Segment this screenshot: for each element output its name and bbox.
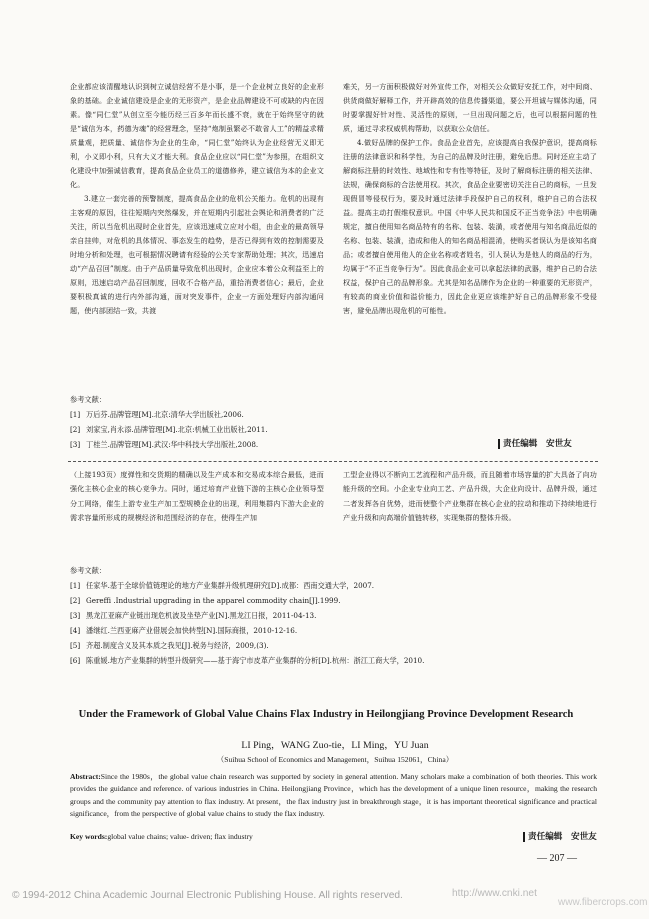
body-paragraph: 3.建立一套完善的预警制度，提高食品企业的危机公关能力。危机的出现有主客观的原因，往往短期内突然爆发，并在短期内引起社会舆论和消费者的广泛关注，所以当危机出现时企业首先，应该迅速成立应对小组，由企业的最高领导亲自挂帅，对危机的具体情况、事态发生的趋势，是否已得到有效的控制需要及时地分析和处理，也可根据情况聘请有经验的公关专家帮助处理；其次，迅速启动“产品召回”制度。由于产品质量导致危机出现时，企业应本着公众利益至上的原则，迅速启动产品召回制度，回收不合格产品，重拾消费者信心；最后，企业要积极真诚的进行内外部沟通，面对突发事件，企业一方面处理好内部沟通问题，使内部团结一致，共渡 [70, 194, 324, 315]
footer-url[interactable]: http://www.cnki.net [452, 888, 537, 899]
english-title: Under the Framework of Global Value Chains Flax Industry in Heilongjiang Province Development Research [78, 709, 574, 720]
footer-copyright: © 1994-2012 China Academic Journal Electronic Publishing House. All rights reserved. [12, 890, 403, 901]
reference-item: [1] 任家华.基于全球价值链理论的地方产业集群升级机理研究[D].成都：西南交通大学，2007. [70, 581, 375, 590]
keywords-text: global value chains; value- driven; flax industry [107, 832, 253, 841]
body-paragraph: 工型企业得以不断向工艺流程和产品升级，而且随着市场容量的扩大具备了向功能升级的空间。小企业专业向工艺、产品升级，大企业向设计、品牌升级，通过二者发挥各自优势，进而使整个产业集群在核心企业的拉动和推动下持续地进行产业升级和向高端价值链转移，实现集群的整体升级。 [343, 470, 597, 522]
reference-item: [2] Gereffi .Industrial upgrading in the apparel commodity chain[J].1999. [70, 596, 341, 605]
english-authors: LI Ping，WANG Zuo-tie，LI Ming，YU Juan [241, 740, 429, 751]
reference-item: [3] 黑龙江亚麻产业链出现危机波及坐垫产业[N].黑龙江日报，2011-04-13. [70, 611, 317, 620]
references-bottom [70, 563, 424, 668]
references-heading: 参考文献： [70, 395, 106, 404]
abstract-text: Since the 1980s，the global value chain research was supported by society in general attention. Many scholars make a combination of both theories. This work provides the guidance and reference. of various industries in China. Heilongjiang Province，which has the development of a unique linen resource，making the research groups and the community pay attention to flax industry. At present，the flax industry just in breakthrough stage，it is has important theoretical significance and practical significance，from the perspective of global value chains to study the flax industry. [70, 772, 597, 819]
body-paragraph: 难关，另一方面积极做好对外宣传工作，对相关公众做好安抚工作，对中间商、供货商做好解释工作，并开辟高效的信息传播渠道，要公开坦诚与媒体沟通，同时要掌握好针对性、灵活性的原则，一旦出现问题之后，也可以根据问题的性质，通过寻求权威机构帮助，以获取公众信任。 [343, 82, 597, 133]
responsible-editor-label: 责任编辑 安世友 [498, 439, 572, 449]
english-affiliation: （Suihua School of Economics and Management，Suihua 152061，China） [216, 755, 454, 764]
references-top [70, 392, 268, 452]
article-column-right [343, 80, 597, 318]
body-paragraph: 4.做好品牌的保护工作。食品企业首先，应该提高自我保护意识，提高商标注册的法律意识和科学性，为自己的品牌及时注册，避免后患。同时还应主动了解商标注册的时效性、地域性和专有性等特征，及时了解商标注册的相关法律、法规，确保商标的合法使用权。其次，食品企业要密切关注自己的商标，一旦发现假冒等侵权行为，要及时通过法律手段保护自己的权利，维护自己的合法权益。提高主动打假维权意识。中国《中华人民共和国反不正当竞争法》中也明确规定，擅自使用知名商品特有的名称、包装、装潢，或者使用与知名商品近似的名称、包装、装潢，造成和他人的知名商品相混淆，使购买者误认为是该知名商品；或者擅自使用他人的企业名称或者姓名，引人误认为是他人的商品的行为，均属于“不正当竞争行为”。因此食品企业可以拿起法律的武器，维护自己的合法权益，保护自己的品牌形象。尤其是知名品牌作为企业的一种重要的无形资产，有较高的商业价值和溢价能力，因此企业更应该维护好自己的品牌形象不受侵害，避免品牌出现危机的可能性。 [343, 138, 597, 315]
section-divider [68, 461, 598, 462]
watermark: www.fibercrops.com [558, 897, 648, 908]
article-column-left [70, 80, 324, 318]
reference-item: [5] 齐超.制度含义及其本质之我见[J].税务与经济，2009,(3). [70, 641, 269, 650]
reference-item: [1] 万后芬.品牌管理[M].北京:清华大学出版社,2006. [70, 410, 244, 419]
reference-item: [3] 丁桂兰.品牌管理[M].武汉:华中科技大学出版社,2008. [70, 440, 259, 449]
references-heading: 参考文献： [70, 566, 106, 575]
english-abstract [70, 771, 597, 821]
continued-column-left [70, 468, 324, 525]
english-keywords [70, 832, 470, 841]
keywords-label: Key words: [70, 832, 108, 841]
body-paragraph: （上接193页）度弹性和交货期的精确以及生产成本和交易成本综合最低，进而强化主核心企业的核心竞争力。同时，通过培育产业链下游的主核心企业领导型分工网络，催生上游专业生产加工型规模企业的出现，利用集群内下游大企业的需求容量所形成的规模经济和范围经济的存在，使得生产加 [70, 470, 324, 522]
continued-column-right [343, 468, 597, 525]
responsible-editor-label: 责任编辑 安世友 [523, 832, 597, 842]
body-paragraph: 企业都应该清醒地认识到树立诚信经营不是小事，是一个企业树立良好的企业形象的基础。企业诚信建设是企业的无形资产，是企业品牌建设不可或缺的内在因素。像“同仁堂”从创立至今能历经三百多年而长盛不衰，就在于始终坚守的就是“诚信为本，药德为魂”的经营理念，坚持“炮制虽繁必不敢省人工”的精益求精质量观，把质量、诚信作为企业的生命，“同仁堂”始终认为企业经营无义即无利，小义即小利，只有大义才能大利。食品企业应以“同仁堂”为参照，在组织文化建设中加强诚信教育，提高食品企业员工的道德修养，建立诚信为本的企业文化。 [70, 82, 324, 189]
abstract-label: Abstract: [70, 772, 101, 781]
reference-item: [4] 潘继红.兰西亚麻产业借展会加快转型[N].国际商报，2010-12-16. [70, 626, 298, 635]
reference-item: [2] 刘家宝,肖永添.品牌管理[M].北京:机械工业出版社,2011. [70, 425, 268, 434]
page-number: — 207 — [537, 853, 577, 864]
reference-item: [6] 陈重媛.地方产业集群的转型升级研究——基于海宁市皮革产业集群的分析[D].杭州：浙江工商大学，2010. [70, 656, 425, 665]
